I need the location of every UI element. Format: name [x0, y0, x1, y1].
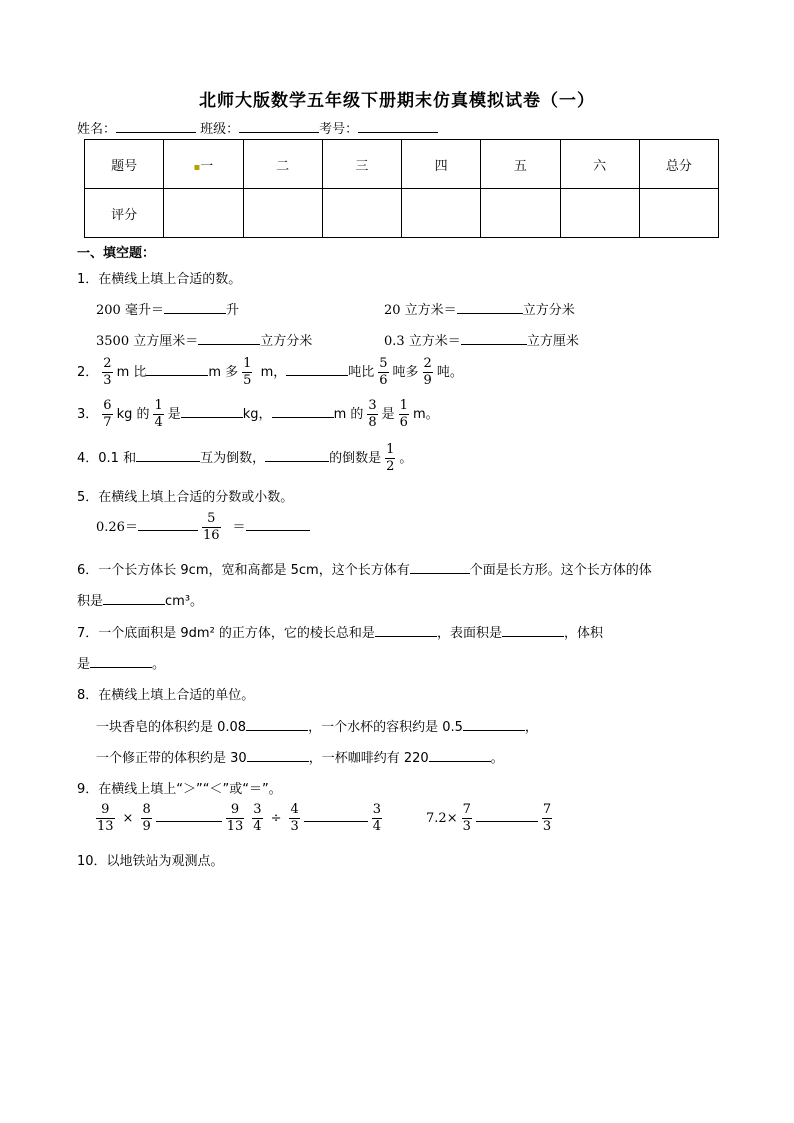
- question-5-expression: 0.26＝ $\frac{5}{16}$ ＝: [96, 511, 310, 544]
- answer-blank[interactable]: [164, 299, 226, 314]
- score-cell[interactable]: [639, 189, 718, 238]
- exam-no-field[interactable]: [358, 118, 438, 133]
- score-table-score-row: [85, 189, 719, 238]
- fraction: $\frac{1}{5}$: [243, 356, 252, 388]
- fraction: $\frac{1}{6}$: [399, 398, 408, 430]
- fraction: $\frac{2}{9}$: [423, 356, 432, 388]
- fraction: $\frac{1}{2}$: [386, 442, 395, 474]
- mark-dot-icon: ▪: [193, 161, 201, 173]
- score-row-label: 评分: [85, 189, 164, 238]
- question-1-stem: 1．在横线上填上合适的数。: [77, 272, 242, 287]
- question-7-line-1: 7．一个底面积是 9dm² 的正方体，它的棱长总和是 ，表面积是 ，体积: [77, 622, 603, 641]
- page-title: 北师大版数学五年级下册期末仿真模拟试卷（一）: [199, 91, 595, 111]
- question-10-stem: 10．以地铁站为观测点。: [77, 854, 224, 869]
- fraction: $\frac{3}{4}$: [372, 802, 382, 834]
- score-table: [84, 139, 719, 238]
- answer-blank[interactable]: [463, 716, 525, 731]
- header-cell: 四: [402, 140, 481, 189]
- score-cell[interactable]: [164, 189, 243, 238]
- question-9-expressions: $\frac{9}{13}$ × $\frac{8}{9}$ $\frac{9}{13}$ $\frac{3}{4}$ ÷ $\frac{4}{3}$ $\frac{3}{4}$ 7.2× $\frac{7}{3}$ $\frac{7}{3}$: [97, 802, 552, 834]
- question-6-line-1: 6．一个长方体长 9cm，宽和高都是 5cm，这个长方体有 个面是长方形。这个长方体的体: [77, 559, 652, 578]
- compare-blank[interactable]: [304, 807, 368, 822]
- fraction: $\frac{5}{16}$: [202, 511, 220, 543]
- fraction: $\frac{9}{13}$: [97, 802, 114, 834]
- answer-blank[interactable]: [90, 653, 152, 668]
- fraction: $\frac{7}{3}$: [542, 802, 552, 834]
- question-2: 2． $\frac{2}{3}$ m 比 m 多 $\frac{1}{5}$ m， 吨比 $\frac{5}{6}$ 吨多 $\frac{2}{9}$ 吨。: [77, 356, 463, 388]
- answer-blank[interactable]: [429, 747, 491, 762]
- student-info-line: [77, 118, 438, 137]
- question-6-line-2: 积是 cm³。: [77, 590, 203, 609]
- compare-blank[interactable]: [476, 807, 538, 822]
- fraction: $\frac{5}{6}$: [379, 356, 388, 388]
- question-8-line-2: 一个修正带的体积约是 30 ，一杯咖啡约有 220 。: [96, 747, 504, 766]
- name-field[interactable]: [116, 118, 196, 133]
- score-cell[interactable]: [560, 189, 639, 238]
- question-1b: 20 立方米＝ 立方分米: [384, 299, 575, 318]
- question-3: 3． $\frac{6}{7}$ kg 的 $\frac{1}{4}$ 是 kg， m 的 $\frac{3}{8}$ 是 $\frac{1}{6}$ m。: [77, 398, 439, 430]
- fraction: $\frac{3}{4}$: [253, 802, 262, 834]
- class-label: 班级：: [200, 122, 240, 137]
- score-cell[interactable]: [322, 189, 401, 238]
- fraction: $\frac{3}{8}$: [368, 398, 377, 430]
- fraction: $\frac{1}{4}$: [154, 398, 163, 430]
- answer-blank[interactable]: [375, 622, 437, 637]
- answer-blank[interactable]: [272, 403, 334, 418]
- answer-blank[interactable]: [457, 299, 523, 314]
- header-cell: 六: [560, 140, 639, 189]
- compare-blank[interactable]: [156, 807, 222, 822]
- answer-blank[interactable]: [246, 516, 310, 531]
- answer-blank[interactable]: [146, 361, 208, 376]
- answer-blank[interactable]: [410, 559, 470, 574]
- question-5-stem: 5．在横线上填上合适的分数或小数。: [77, 490, 294, 505]
- fraction: $\frac{9}{13}$: [226, 802, 244, 834]
- fraction: $\frac{6}{7}$: [103, 398, 112, 430]
- section-heading: 一、填空题：: [77, 246, 156, 261]
- answer-blank[interactable]: [198, 330, 260, 345]
- score-cell[interactable]: [402, 189, 481, 238]
- exam-no-label: 考号：: [319, 122, 359, 137]
- question-1a: 200 毫升＝ 升: [96, 299, 239, 318]
- answer-blank[interactable]: [286, 361, 348, 376]
- answer-blank[interactable]: [181, 403, 243, 418]
- question-8-line-1: 一块香皂的体积约是 0.08 ，一个水杯的容积约是 0.5 ，: [96, 716, 538, 735]
- score-cell[interactable]: [481, 189, 560, 238]
- header-cell: 二: [243, 140, 322, 189]
- answer-blank[interactable]: [246, 716, 308, 731]
- header-cell: 三: [322, 140, 401, 189]
- header-cell: 总分: [639, 140, 718, 189]
- answer-blank[interactable]: [138, 516, 198, 531]
- score-cell[interactable]: [243, 189, 322, 238]
- name-label: 姓名：: [77, 122, 117, 137]
- answer-blank[interactable]: [247, 747, 309, 762]
- answer-blank[interactable]: [136, 447, 200, 462]
- answer-blank[interactable]: [502, 622, 564, 637]
- class-field[interactable]: [239, 118, 319, 133]
- question-7-line-2: 是 。: [77, 653, 165, 672]
- fraction: $\frac{7}{3}$: [462, 802, 471, 834]
- question-8-stem: 8．在横线上填上合适的单位。: [77, 688, 255, 703]
- question-9-stem: 9．在横线上填上“＞”“＜”或“＝”。: [77, 782, 282, 797]
- answer-blank[interactable]: [103, 590, 165, 605]
- answer-blank[interactable]: [265, 447, 329, 462]
- question-1c: 3500 立方厘米＝ 立方分米: [96, 330, 312, 349]
- question-1d: 0.3 立方米＝ 立方厘米: [384, 330, 579, 349]
- fraction: $\frac{8}{9}$: [142, 802, 151, 834]
- header-cell: 题号: [85, 140, 164, 189]
- fraction: $\frac{4}{3}$: [290, 802, 299, 834]
- score-table-header-row: [85, 140, 719, 189]
- header-cell: 五: [481, 140, 560, 189]
- question-4: 4．0.1 和 互为倒数， 的倒数是 $\frac{1}{2}$ 。: [77, 442, 413, 474]
- header-cell: ▪一: [164, 140, 243, 189]
- answer-blank[interactable]: [461, 330, 527, 345]
- fraction: $\frac{2}{3}$: [103, 356, 112, 388]
